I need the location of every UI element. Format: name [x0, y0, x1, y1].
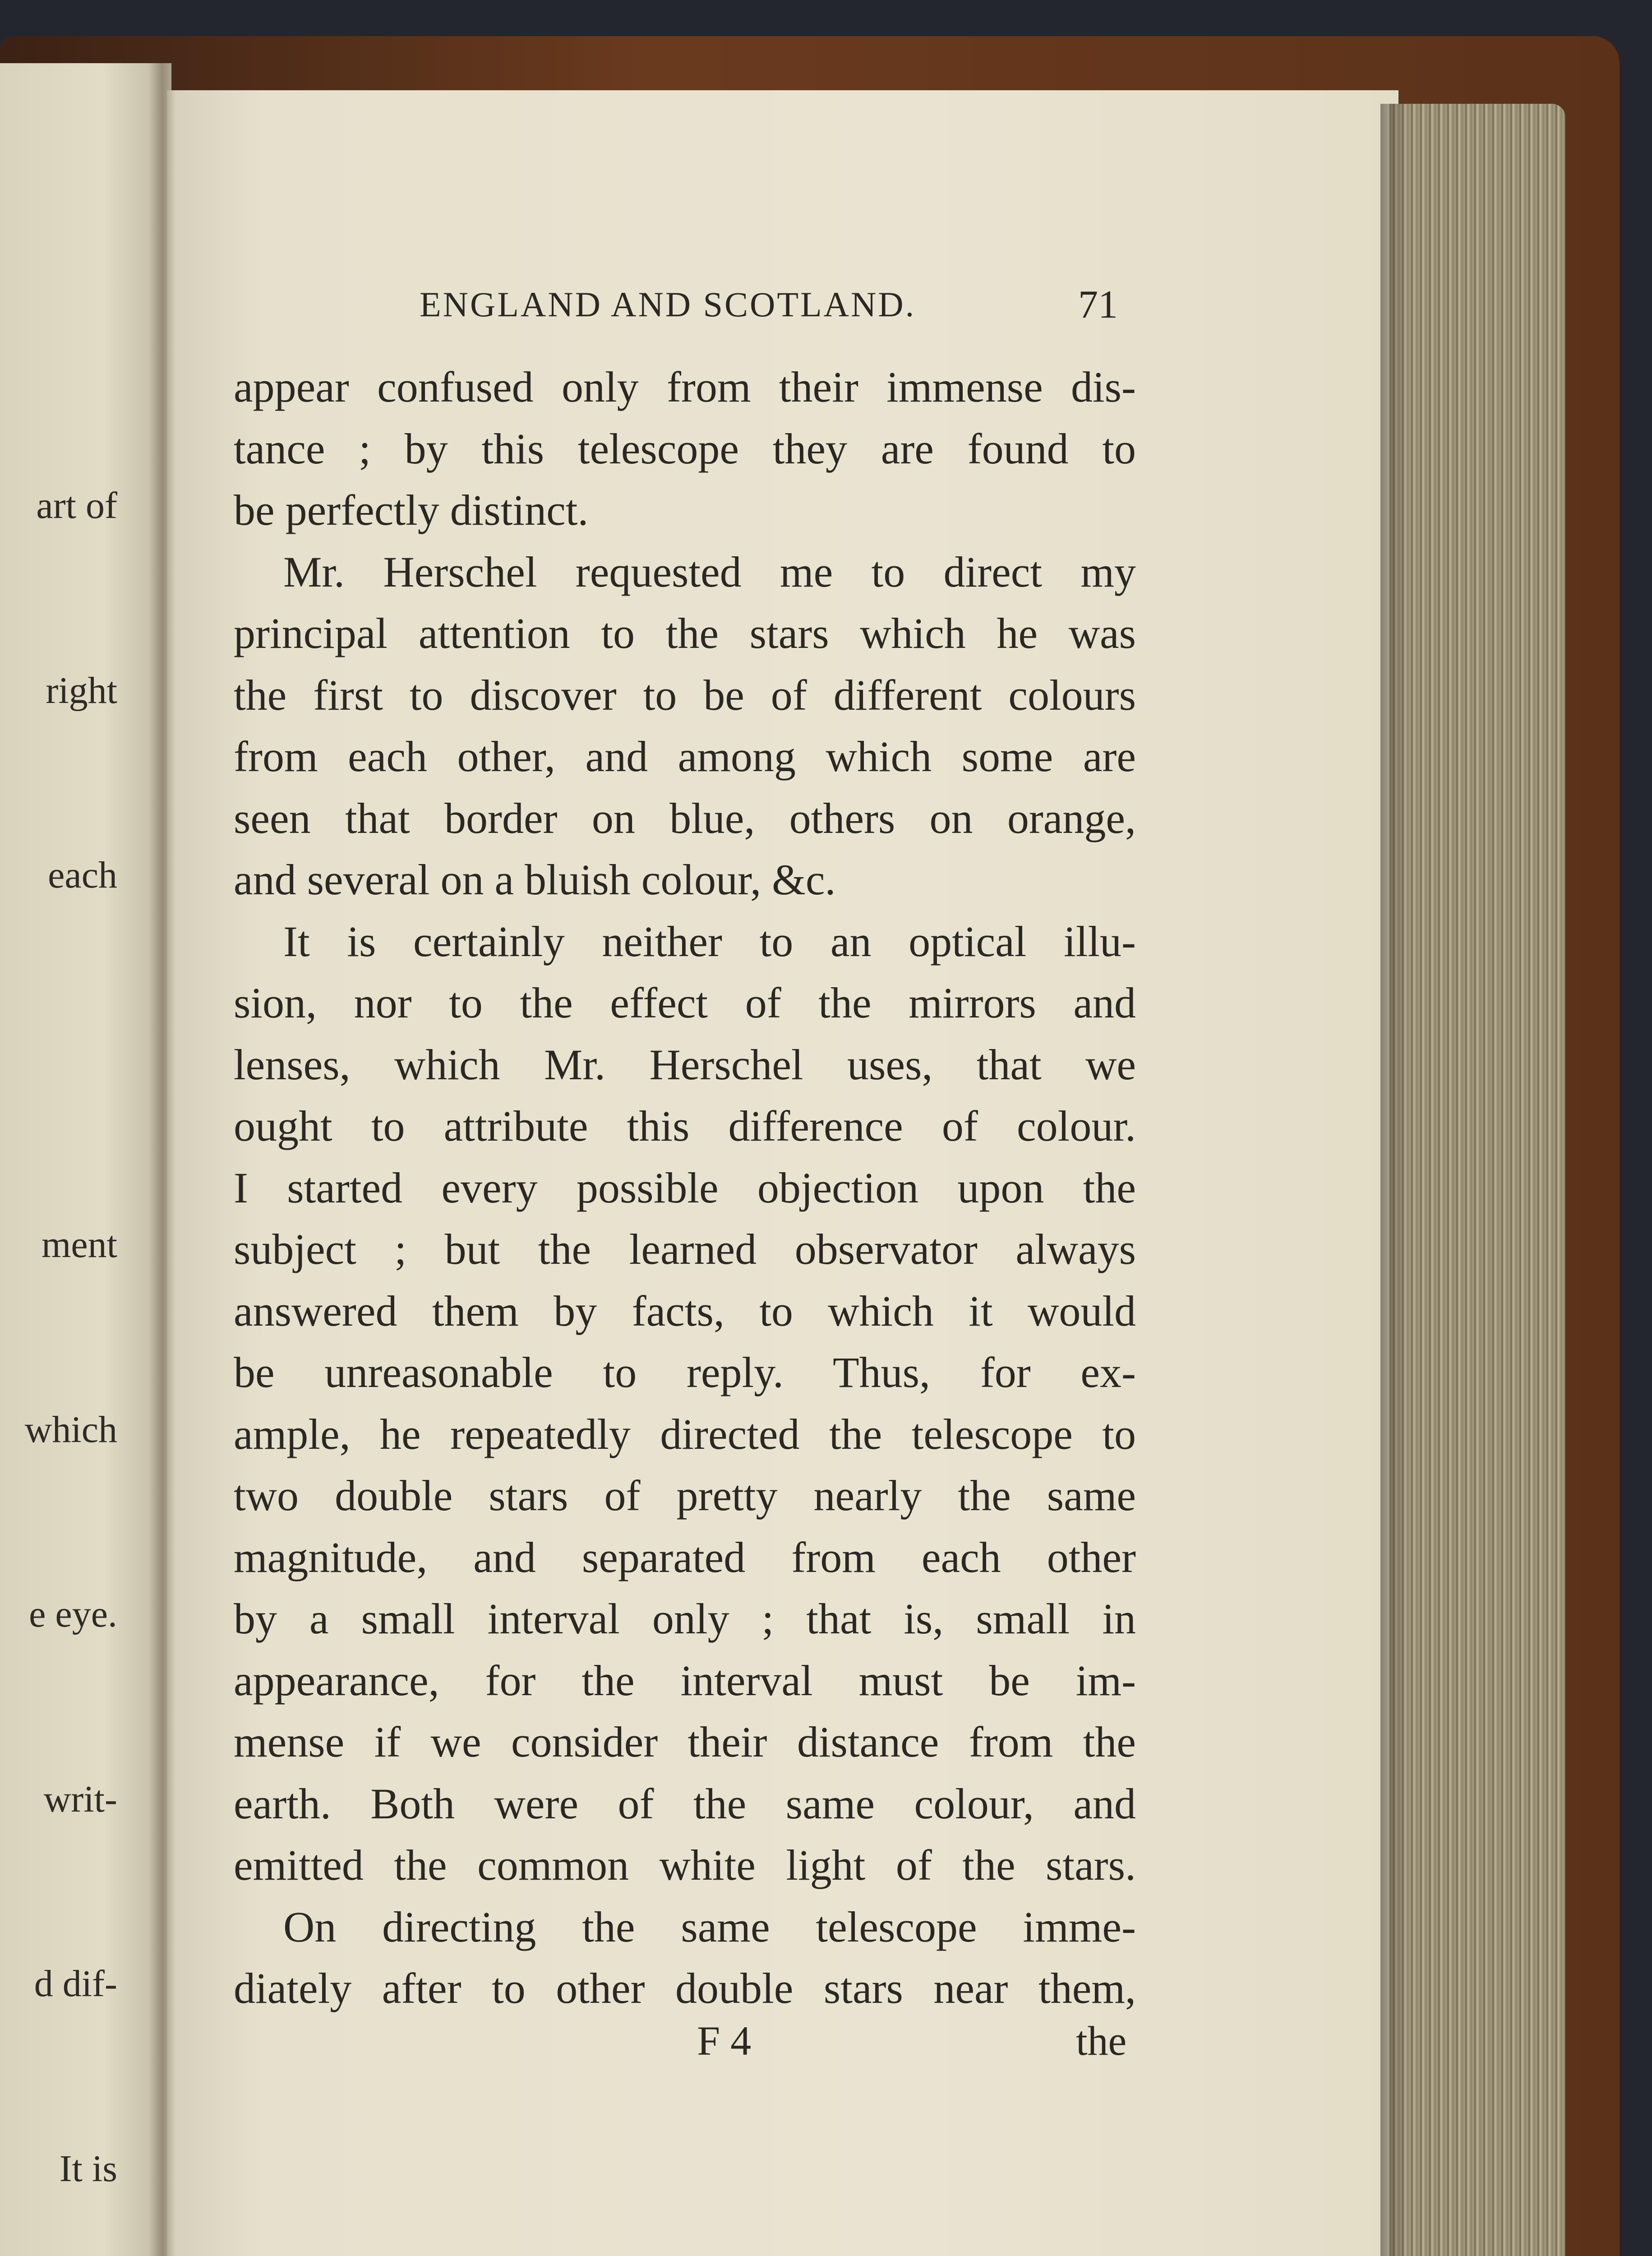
left-line: each [48, 854, 117, 896]
text-line: by a small interval only ; that is, small in [234, 1595, 1136, 1643]
text-line: subject ; but the learned observator always [234, 1225, 1136, 1273]
left-line: ment [42, 1224, 117, 1266]
left-line: writ- [43, 1778, 117, 1820]
text-line: I started every possible objection upon the [234, 1163, 1136, 1212]
text-line: mense if we consider their distance from the [234, 1718, 1136, 1766]
catchword: the [1076, 2018, 1127, 2064]
text-line: It is certainly neither to an optical illu- [283, 917, 1136, 966]
left-line: e eye. [29, 1593, 117, 1635]
left-line: right [46, 669, 117, 712]
text-line: from each other, and among which some are [234, 732, 1136, 781]
text-line: be unreasonable to reply. Thus, for ex- [234, 1348, 1136, 1396]
left-line: art of [36, 485, 117, 527]
text-line: Mr. Herschel requested me to direct my [283, 547, 1136, 596]
left-facing-page [0, 63, 171, 2256]
left-line: It is [59, 2147, 117, 2190]
text-line: the first to discover to be of different colours [234, 670, 1136, 719]
text-line: earth. Both were of the same colour, and [234, 1779, 1136, 1828]
text-line: ample, he repeatedly directed the telescope to [234, 1410, 1136, 1458]
text-line: seen that border on blue, others on orange, [234, 794, 1136, 842]
left-page-text [0, 352, 117, 2256]
left-line: which [24, 1408, 117, 1451]
gutter-shadow [149, 63, 176, 2256]
text-line: emitted the common white light of the stars. [234, 1841, 1136, 1889]
text-line: appearance, for the interval must be im- [234, 1656, 1136, 1705]
text-line: diately after to other double stars near them, [234, 1964, 1136, 2012]
text-line: answered them by facts, to which it would [234, 1286, 1136, 1335]
text-line: On directing the same telescope imme- [283, 1902, 1136, 1951]
text-line: tance ; by this telescope they are found to [234, 424, 1136, 473]
text-line: lenses, which Mr. Herschel uses, that we [234, 1040, 1136, 1089]
text-line: ought to attribute this difference of colour. [234, 1102, 1136, 1150]
page-edges [1389, 104, 1565, 2256]
left-line: d dif- [34, 1963, 117, 2005]
text-line: principal attention to the stars which he was [234, 609, 1136, 657]
signature-mark: F 4 [697, 2018, 752, 2064]
running-title: ENGLAND AND SCOTLAND. [420, 285, 916, 324]
page-number: 71 [1078, 283, 1118, 327]
text-line: and several on a bluish colour, &c. [234, 855, 836, 904]
text-line: be perfectly distinct. [234, 486, 589, 534]
left-line [0, 1030, 117, 1091]
text-line: sion, nor to the effect of the mirrors and [234, 979, 1136, 1027]
page-edge-shadow [1380, 104, 1407, 2256]
text-line: magnitude, and separated from each other [234, 1533, 1136, 1581]
body-text [234, 356, 1136, 2020]
text-line: two double stars of pretty nearly the same [234, 1471, 1136, 1520]
text-line: appear confused only from their immense dis- [234, 363, 1136, 411]
